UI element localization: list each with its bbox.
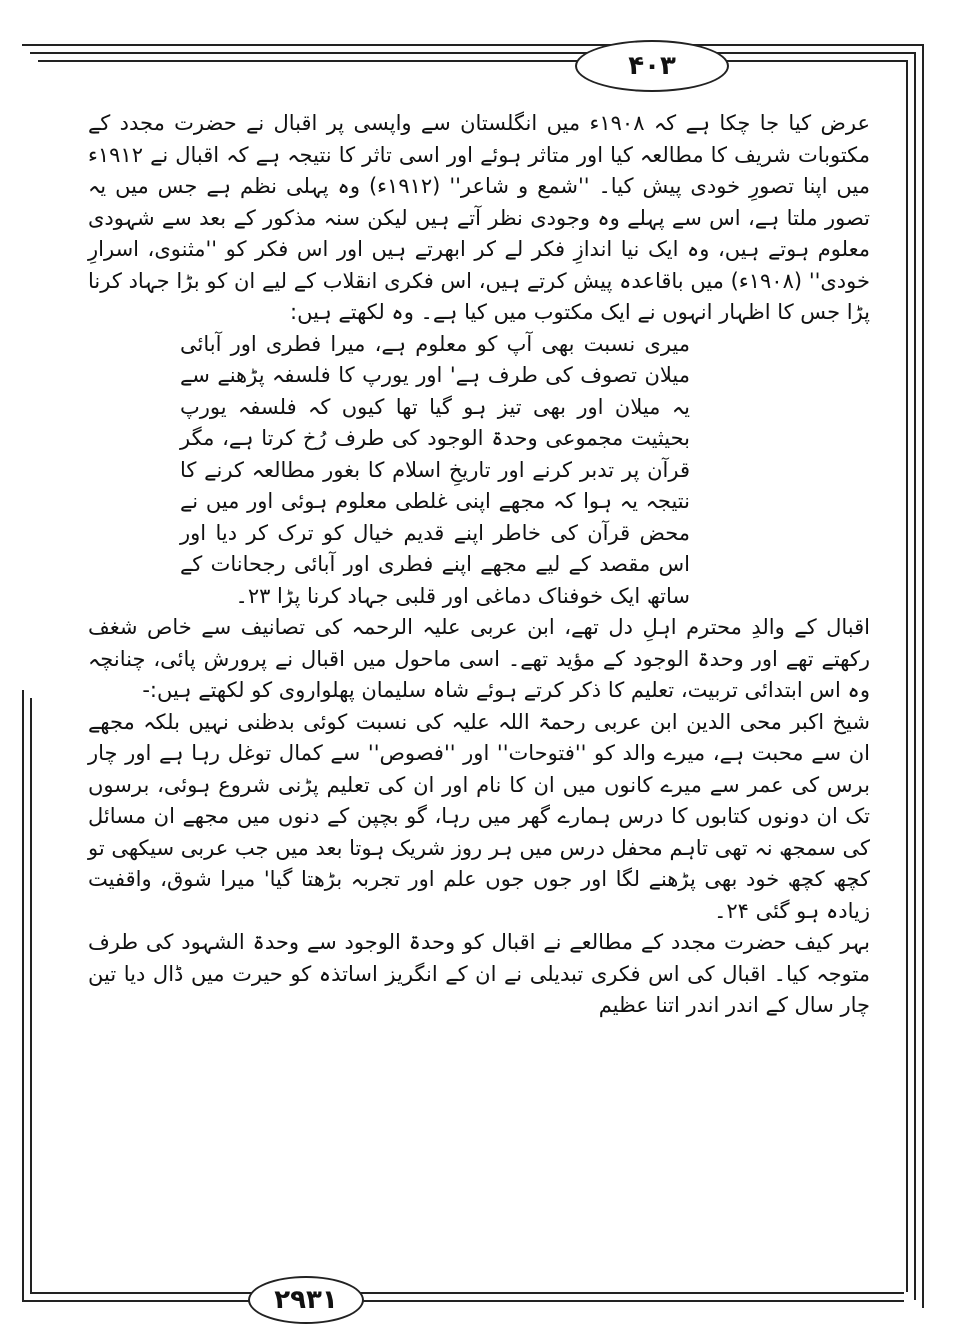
paragraph-2: اقبال کے والدِ محترم اہلِ دل تھے، ابن عربی علیہ الرحمہ کی تصانیف سے خاص شغف رکھتے تھے اور وحدۃ الوجود کے مؤید تھے۔ اسی ماحول میں اقبال نے پرورش پائی، چنانچہ وہ اس ابتدائی تربیت، تعلیم کا ذکر کرتے ہوئے شاہ سلیمان پھلواروی کو لکھتے ہیں:- xyxy=(88,615,870,702)
quote-text: میری نسبت بھی آپ کو معلوم ہے، میرا فطری اور آبائی میلان تصوف کی طرف ہے' اور یورپ کا فلسفہ پڑھنے سے یہ میلان اور بھی تیز ہو گیا تھا کیوں کہ فلسفہ یورپ بحیثیت مجموعی وحدۃ الوجود کی طرف رُخ کرتا ہے، مگر قرآن پر تدبر کرنے اور تاریخِ اسلام کا بغور مطالعہ کرنے کا نتیجہ یہ ہوا کہ مجھے اپنی غلطی معلوم ہوئی اور میں نے محض قرآن کی خاطر اپنے قدیم خیال کو ترک کر دیا اور اس مقصد کے لیے مجھے اپنے فطری اور آبائی رجحانات کے ساتھ ایک خوفناک دماغی اور قلبی جہاد کرنا پڑا ۲۳۔ xyxy=(180,331,690,608)
paragraph-1: عرض کیا جا چکا ہے کہ ۱۹۰۸ء میں انگلستان سے واپسی پر اقبال نے حضرت مجدد کے مکتوبات شریف کا مطالعہ کیا اور متاثر ہوئے اور اسی تاثر کا نتیجہ ہے کہ اقبال نے ۱۹۱۲ء میں اپنا تصورِ خودی پیش کیا۔ ''شمع و شاعر'' (۱۹۱۲ء) وہ پہلی نظم ہے جس میں یہ تصور ملتا ہے، اس سے پہلے وہ وجودی نظر آتے ہیں لیکن سنہ مذکور کے بعد سے شہودی معلوم ہوتے ہیں، وہ ایک نیا اندازِ فکر لے کر ابھرتے ہیں اور اس فکر کو ''مثنوی، اسرارِ خودی'' (۱۹۰۸ء) میں باقاعدہ پیش کرتے ہیں، اس فکری انقلاب کے لیے ان کو بڑا جہاد کرنا پڑا جس کا اظہار انہوں نے ایک مکتوب میں کیا ہے۔ وہ لکھتے ہیں: xyxy=(88,111,870,324)
paragraph-3: شیخ اکبر محی الدین ابن عربی رحمۃ اللہ علیہ کی نسبت کوئی بدظنی نہیں بلکہ مجھے ان سے محبت ہے، میرے والد کو ''فتوحات'' اور ''فصوص'' سے کمال توغل رہا ہے اور چار برس کی عمر سے میرے کانوں میں ان کا نام اور ان کی تعلیم پڑنی شروع ہوئی، برسوں تک ان دونوں کتابوں کا درس ہمارے گھر میں رہا، گو بچپن کے دنوں میں مجھے ان مسائل کی سمجھ نہ تھی تاہم محفل درس میں ہر روز شریک ہوتا بعد میں جب عربی سیکھی تو کچھ کچھ خود بھی پڑھنے لگا اور جوں جوں علم اور تجربہ بڑھتا گیا' میرا شوق، واقفیت زیادہ ہو گئی ۲۴۔ xyxy=(88,709,870,923)
bottom-page-number: ۲۹۳۱ xyxy=(248,1276,364,1324)
paragraph-4: بہر کیف حضرت مجدد کے مطالعے نے اقبال کو وحدۃ الوجود سے وحدۃ الشہود کی طرف متوجہ کیا۔ اقبال کی اس فکری تبدیلی نے ان کے انگریز اساتذہ کو حیرت میں ڈال دیا تین چار سال کے اندر اندر اتنا عظیم xyxy=(88,930,870,1017)
block-quote xyxy=(88,329,870,613)
top-page-number: ۴۰۳ xyxy=(575,40,729,92)
page-body xyxy=(88,108,870,1022)
